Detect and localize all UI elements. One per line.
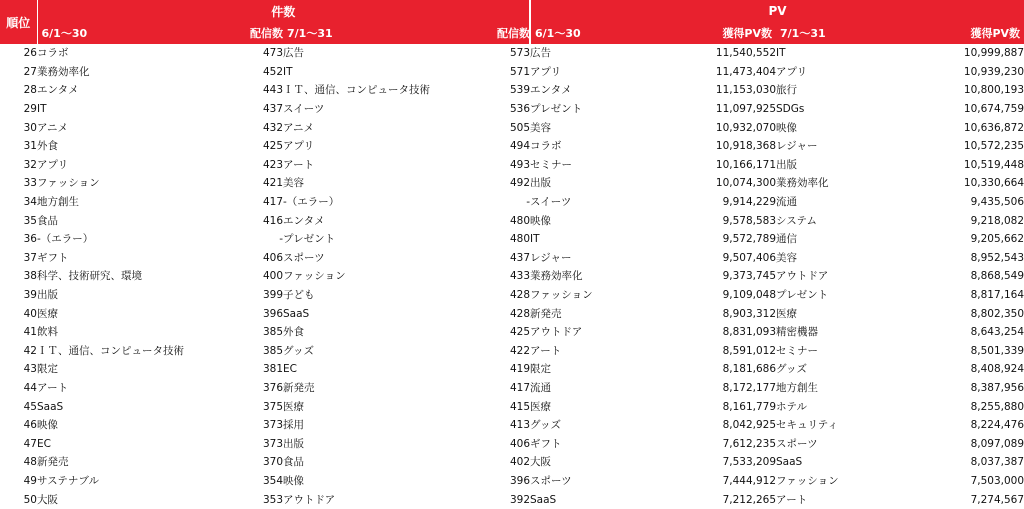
count-july-deliveries: 415 [509, 400, 531, 413]
count-june-tag: 飲料 [37, 326, 58, 339]
pv-july-value: 8,868,549 [970, 270, 1024, 283]
count-june-deliveries: 354 [262, 474, 283, 487]
pv-july-tag: 旅行 [776, 84, 798, 97]
count-july-deliveries: 480 [509, 214, 531, 227]
count-june-tag: EC [37, 437, 51, 450]
pv-june-value: 9,914,229 [722, 196, 777, 209]
count-june-tag: コラボ [37, 47, 69, 60]
count-june-deliveries: 425 [262, 140, 283, 153]
count-july-deliveries: 402 [509, 456, 531, 469]
pv-july-value: 10,999,887 [963, 47, 1024, 60]
pv-july-tag: アート [776, 493, 808, 506]
table-row [0, 379, 1024, 398]
pv-group-header: PV [530, 0, 1024, 22]
rank-cell: 38 [23, 270, 37, 283]
count-july-deliveries: 539 [509, 84, 531, 97]
pv-july-tag: 通信 [776, 233, 798, 246]
rank-cell: 30 [23, 121, 37, 134]
count-june-tag: 限定 [37, 363, 58, 376]
count-july-tag: プレゼント [283, 233, 336, 246]
count-june-tag: SaaS [37, 400, 64, 413]
pv-june-tag: エンタメ [530, 84, 572, 97]
count-group-header: 件数 [37, 0, 530, 22]
count-july-tag: 食品 [283, 456, 304, 469]
pv-june-tag: アウトドア [530, 326, 583, 339]
table-row [0, 434, 1024, 453]
pv-july-value: 10,939,230 [963, 65, 1024, 78]
rank-cell: 26 [23, 47, 37, 60]
pv-july-value: 8,387,956 [970, 381, 1024, 394]
count-july-tag: IT [283, 65, 293, 78]
pv-june-tag: グッズ [530, 419, 561, 432]
pv-july-tag: セキュリティ [776, 419, 838, 432]
pv-june-value: 9,109,048 [722, 289, 777, 302]
count-july-deliveries: 492 [509, 177, 531, 190]
count-june-tag: ギフト [37, 251, 69, 264]
count-june-deliveries: 421 [262, 177, 283, 190]
rank-cell: 43 [23, 363, 37, 376]
count-june-tag: 科学、技術研究、環境 [37, 270, 142, 283]
pv-july-count-header: 獲得PV数 [906, 22, 1024, 44]
rank-cell: 49 [23, 474, 37, 487]
count-july-tag: 映像 [283, 474, 304, 487]
pv-july-period-header: 7/1〜31 [776, 22, 906, 44]
count-june-deliveries: 416 [262, 214, 283, 227]
count-june-deliveries: 437 [262, 103, 283, 116]
count-june-deliveries: 417 [262, 196, 283, 209]
pv-july-value: 10,674,759 [963, 103, 1024, 116]
pv-june-tag: 流通 [530, 381, 552, 394]
pv-july-tag: ファッション [776, 474, 839, 487]
pv-june-value: 8,903,312 [722, 307, 777, 320]
pv-june-tag: コラボ [530, 140, 562, 153]
pv-june-tag: レジャー [530, 251, 572, 264]
count-july-tag: EC [283, 363, 297, 376]
pv-june-value: 9,373,745 [722, 270, 777, 283]
count-june-tag: サステナブル [37, 474, 99, 487]
pv-june-value: 8,591,012 [722, 344, 777, 357]
count-june-tag: 食品 [37, 214, 58, 227]
rank-cell: 36 [23, 233, 37, 246]
rank-cell: 48 [23, 456, 37, 469]
count-june-tag: エンタメ [37, 84, 79, 97]
count-june-deliveries: 400 [262, 270, 283, 283]
rank-cell: 32 [23, 158, 37, 171]
count-june-tag: 医療 [37, 307, 58, 320]
pv-july-tag: セミナー [776, 344, 819, 357]
count-june-deliveries: 373 [262, 437, 283, 450]
count-july-tag: 出版 [283, 437, 304, 450]
count-july-tag: アニメ [283, 121, 314, 134]
rank-cell: 35 [23, 214, 37, 227]
pv-july-tag: 業務効率化 [776, 177, 829, 190]
count-june-period-header: 6/1〜30 [37, 22, 250, 44]
count-july-deliveries: 433 [509, 270, 531, 283]
pv-june-tag: スポーツ [530, 474, 572, 487]
count-july-deliveries: 494 [509, 140, 531, 153]
count-july-tag: ファッション [283, 270, 346, 283]
pv-june-tag: アプリ [530, 65, 562, 78]
count-july-tag: 医療 [283, 400, 304, 413]
table-row [0, 267, 1024, 286]
count-june-tag: アプリ [37, 158, 69, 171]
count-july-tag: SaaS [283, 307, 310, 320]
pv-july-value: 7,503,000 [970, 474, 1024, 487]
count-june-tag: 業務効率化 [37, 65, 90, 78]
pv-june-tag: ファッション [530, 289, 593, 302]
pv-june-value: 11,540,552 [715, 47, 777, 60]
pv-july-value: 10,636,872 [963, 121, 1024, 134]
pv-june-tag: セミナー [530, 158, 573, 171]
pv-july-value: 8,802,350 [970, 307, 1024, 320]
header-row-periods [0, 22, 1024, 44]
table-row [0, 249, 1024, 268]
rank-cell: 31 [23, 140, 37, 153]
count-june-deliveries: 396 [262, 307, 283, 320]
count-july-tag: -（エラー） [283, 196, 340, 209]
count-june-tag: アート [37, 381, 69, 394]
pv-june-tag: 出版 [530, 177, 552, 190]
ranking-body [0, 44, 1024, 509]
count-june-deliveries: 406 [262, 251, 283, 264]
table-row [0, 490, 1024, 509]
count-july-tag: スイーツ [283, 103, 325, 116]
count-july-deliveries: 493 [509, 158, 531, 171]
pv-june-tag: ギフト [530, 437, 562, 450]
pv-july-tag: SDGs [776, 103, 805, 116]
count-july-deliveries: 406 [509, 437, 531, 450]
table-row [0, 304, 1024, 323]
pv-july-value: 10,519,448 [963, 158, 1024, 171]
pv-june-value: 8,042,925 [722, 419, 777, 432]
table-row [0, 174, 1024, 193]
pv-july-tag: レジャー [776, 140, 818, 153]
count-june-deliveries: 385 [262, 344, 283, 357]
pv-july-value: 9,435,506 [970, 196, 1024, 209]
rank-cell: 45 [23, 400, 37, 413]
pv-june-value: 8,161,779 [722, 400, 777, 413]
pv-june-tag: 美容 [530, 121, 552, 134]
pv-july-tag: スポーツ [776, 437, 818, 450]
count-june-tag: 大阪 [37, 493, 58, 506]
count-july-deliveries: 571 [509, 65, 531, 78]
rank-cell: 28 [23, 84, 37, 97]
count-july-tag: 採用 [283, 419, 304, 432]
count-june-deliveries: 353 [262, 493, 283, 506]
count-june-deliveries: 381 [262, 363, 283, 376]
count-june-tag: 出版 [37, 289, 58, 302]
pv-june-tag: 映像 [530, 214, 552, 227]
pv-june-value: 7,444,912 [722, 474, 777, 487]
pv-june-value: 7,533,209 [722, 456, 777, 469]
pv-july-value: 7,274,567 [970, 493, 1024, 506]
count-july-tag: アプリ [283, 140, 315, 153]
pv-june-value: 10,918,368 [715, 140, 777, 153]
header-row-groups [0, 0, 1024, 22]
count-july-tag: 新発売 [283, 381, 315, 394]
pv-july-tag: 医療 [776, 307, 798, 320]
pv-june-value: 11,153,030 [715, 84, 777, 97]
count-july-deliveries: 422 [509, 344, 531, 357]
count-july-deliveries: 425 [509, 326, 531, 339]
pv-june-tag: 限定 [530, 363, 552, 376]
table-row [0, 100, 1024, 119]
pv-july-tag: 映像 [776, 121, 798, 134]
table-row [0, 230, 1024, 249]
pv-july-tag: 精密機器 [776, 326, 819, 339]
count-june-deliveries: 376 [262, 381, 283, 394]
count-june-deliveries: 370 [262, 456, 283, 469]
count-july-tag: 子ども [283, 289, 315, 302]
pv-june-value: 7,612,235 [722, 437, 777, 450]
count-june-deliveries: 432 [262, 121, 283, 134]
count-june-deliveries: 452 [262, 65, 283, 78]
table-row [0, 472, 1024, 491]
table-row [0, 360, 1024, 379]
pv-july-value: 10,330,664 [963, 177, 1024, 190]
pv-july-tag: 美容 [776, 251, 798, 264]
pv-june-value: 7,212,265 [722, 493, 777, 506]
pv-july-tag: アウトドア [776, 270, 829, 283]
count-july-tag: グッズ [283, 344, 314, 357]
count-july-tag: アウトドア [283, 493, 336, 506]
pv-june-tag: 新発売 [530, 307, 562, 320]
pv-june-tag: 業務効率化 [530, 270, 583, 283]
count-july-deliveries: 428 [509, 289, 531, 302]
pv-july-value: 8,817,164 [970, 289, 1024, 302]
count-july-deliveries: 573 [509, 47, 531, 60]
count-july-tag: 外食 [283, 326, 304, 339]
table-row [0, 44, 1024, 63]
table-row [0, 397, 1024, 416]
count-june-deliveries: - [279, 233, 283, 246]
count-july-period-header: 7/1〜31 [283, 22, 497, 44]
pv-july-tag: 出版 [776, 158, 798, 171]
pv-july-tag: グッズ [776, 363, 807, 376]
count-june-tag: IT [37, 103, 47, 116]
pv-july-value: 8,037,387 [970, 456, 1024, 469]
pv-july-value: 8,224,476 [970, 419, 1024, 432]
pv-july-value: 9,205,662 [970, 233, 1024, 246]
count-june-deliveries-header: 配信数 [250, 22, 283, 44]
pv-july-tag: ホテル [776, 400, 807, 413]
pv-june-value: 8,172,177 [722, 381, 777, 394]
pv-june-value: 10,074,300 [715, 177, 777, 190]
pv-june-value: 9,572,789 [722, 233, 777, 246]
rank-cell: 44 [23, 381, 37, 394]
rank-cell: 46 [23, 419, 37, 432]
count-june-deliveries: 373 [262, 419, 283, 432]
table-row [0, 342, 1024, 361]
count-july-deliveries: 437 [509, 251, 531, 264]
pv-july-value: 8,255,880 [970, 400, 1024, 413]
rank-cell: 39 [23, 289, 37, 302]
table-row [0, 193, 1024, 212]
pv-july-value: 8,643,254 [970, 326, 1024, 339]
pv-june-tag: 広告 [530, 47, 552, 60]
pv-july-tag: 地方創生 [776, 381, 819, 394]
count-july-tag: 広告 [283, 47, 304, 60]
rank-header: 順位 [0, 0, 37, 44]
count-july-deliveries: 417 [509, 381, 531, 394]
pv-june-value: 8,831,093 [722, 326, 777, 339]
rank-cell: 33 [23, 177, 37, 190]
count-june-deliveries: 473 [262, 47, 283, 60]
count-june-tag: -（エラー） [37, 233, 94, 246]
count-june-deliveries: 423 [262, 158, 283, 171]
count-june-tag: 外食 [37, 140, 58, 153]
table-row [0, 118, 1024, 137]
count-july-deliveries: 419 [509, 363, 531, 376]
count-june-deliveries: 399 [262, 289, 283, 302]
count-july-deliveries: 392 [509, 493, 531, 506]
count-july-deliveries: 396 [509, 474, 531, 487]
count-june-tag: 映像 [37, 419, 58, 432]
pv-june-tag: スイーツ [530, 196, 572, 209]
table-row [0, 156, 1024, 175]
rank-cell: 27 [23, 65, 37, 78]
pv-july-tag: SaaS [776, 456, 803, 469]
pv-june-value: 9,578,583 [722, 214, 777, 227]
pv-june-count-header: 獲得PV数 [660, 22, 776, 44]
count-june-tag: 地方創生 [37, 196, 79, 209]
rank-cell: 40 [23, 307, 37, 320]
count-july-deliveries: 413 [509, 419, 531, 432]
pv-july-tag: アプリ [776, 65, 808, 78]
rank-cell: 47 [23, 437, 37, 450]
count-july-deliveries: 536 [509, 103, 531, 116]
pv-june-value: 10,166,171 [715, 158, 777, 171]
pv-june-value: 8,181,686 [722, 363, 777, 376]
count-july-tag: アート [283, 158, 315, 171]
pv-june-tag: 大阪 [530, 456, 552, 469]
pv-june-tag: IT [530, 233, 540, 246]
pv-june-tag: アート [530, 344, 562, 357]
count-june-deliveries: 375 [262, 400, 283, 413]
pv-june-value: 11,473,404 [715, 65, 777, 78]
pv-july-value: 8,952,543 [970, 251, 1024, 264]
count-june-tag: ＩＴ、通信、コンピュータ技術 [37, 344, 184, 357]
pv-july-tag: 流通 [776, 196, 798, 209]
rank-cell: 41 [23, 326, 37, 339]
pv-july-tag: IT [776, 47, 786, 60]
count-june-tag: ファッション [37, 177, 100, 190]
rank-cell: 37 [23, 251, 37, 264]
rank-cell: 34 [23, 196, 37, 209]
table-row [0, 211, 1024, 230]
rank-cell: 42 [23, 344, 37, 357]
pv-july-value: 8,097,089 [970, 437, 1024, 450]
count-june-tag: アニメ [37, 121, 68, 134]
pv-july-value: 8,408,924 [970, 363, 1024, 376]
pv-june-value: 11,097,925 [715, 103, 777, 116]
table-row [0, 286, 1024, 305]
pv-june-value: 10,932,070 [715, 121, 777, 134]
pv-june-tag: SaaS [530, 493, 557, 506]
count-june-tag: 新発売 [37, 456, 69, 469]
count-june-deliveries: 385 [262, 326, 283, 339]
table-row [0, 453, 1024, 472]
count-june-deliveries: 443 [262, 84, 283, 97]
pv-june-value: 9,507,406 [722, 251, 777, 264]
table-row [0, 63, 1024, 82]
count-july-deliveries: - [526, 196, 531, 209]
pv-june-period-header: 6/1〜30 [530, 22, 660, 44]
pv-june-tag: プレゼント [530, 103, 583, 116]
pv-july-tag: システム [776, 214, 817, 227]
pv-july-value: 10,572,235 [963, 140, 1024, 153]
table-row [0, 416, 1024, 435]
count-july-deliveries-header: 配信数 [497, 22, 530, 44]
count-july-deliveries: 428 [509, 307, 531, 320]
table-row [0, 137, 1024, 156]
count-july-tag: ＩＴ、通信、コンピュータ技術 [283, 84, 430, 97]
pv-july-tag: プレゼント [776, 289, 829, 302]
table-row [0, 323, 1024, 342]
pv-july-value: 10,800,193 [963, 84, 1024, 97]
count-july-deliveries: 480 [509, 233, 531, 246]
count-july-tag: スポーツ [283, 251, 325, 264]
count-july-deliveries: 505 [509, 121, 531, 134]
pv-july-value: 9,218,082 [970, 214, 1024, 227]
rank-cell: 50 [23, 493, 37, 506]
rank-cell: 29 [23, 103, 37, 116]
pv-june-tag: 医療 [530, 400, 552, 413]
count-july-tag: 美容 [283, 177, 304, 190]
table-row [0, 81, 1024, 100]
count-july-tag: エンタメ [283, 214, 325, 227]
pv-july-value: 8,501,339 [970, 344, 1024, 357]
